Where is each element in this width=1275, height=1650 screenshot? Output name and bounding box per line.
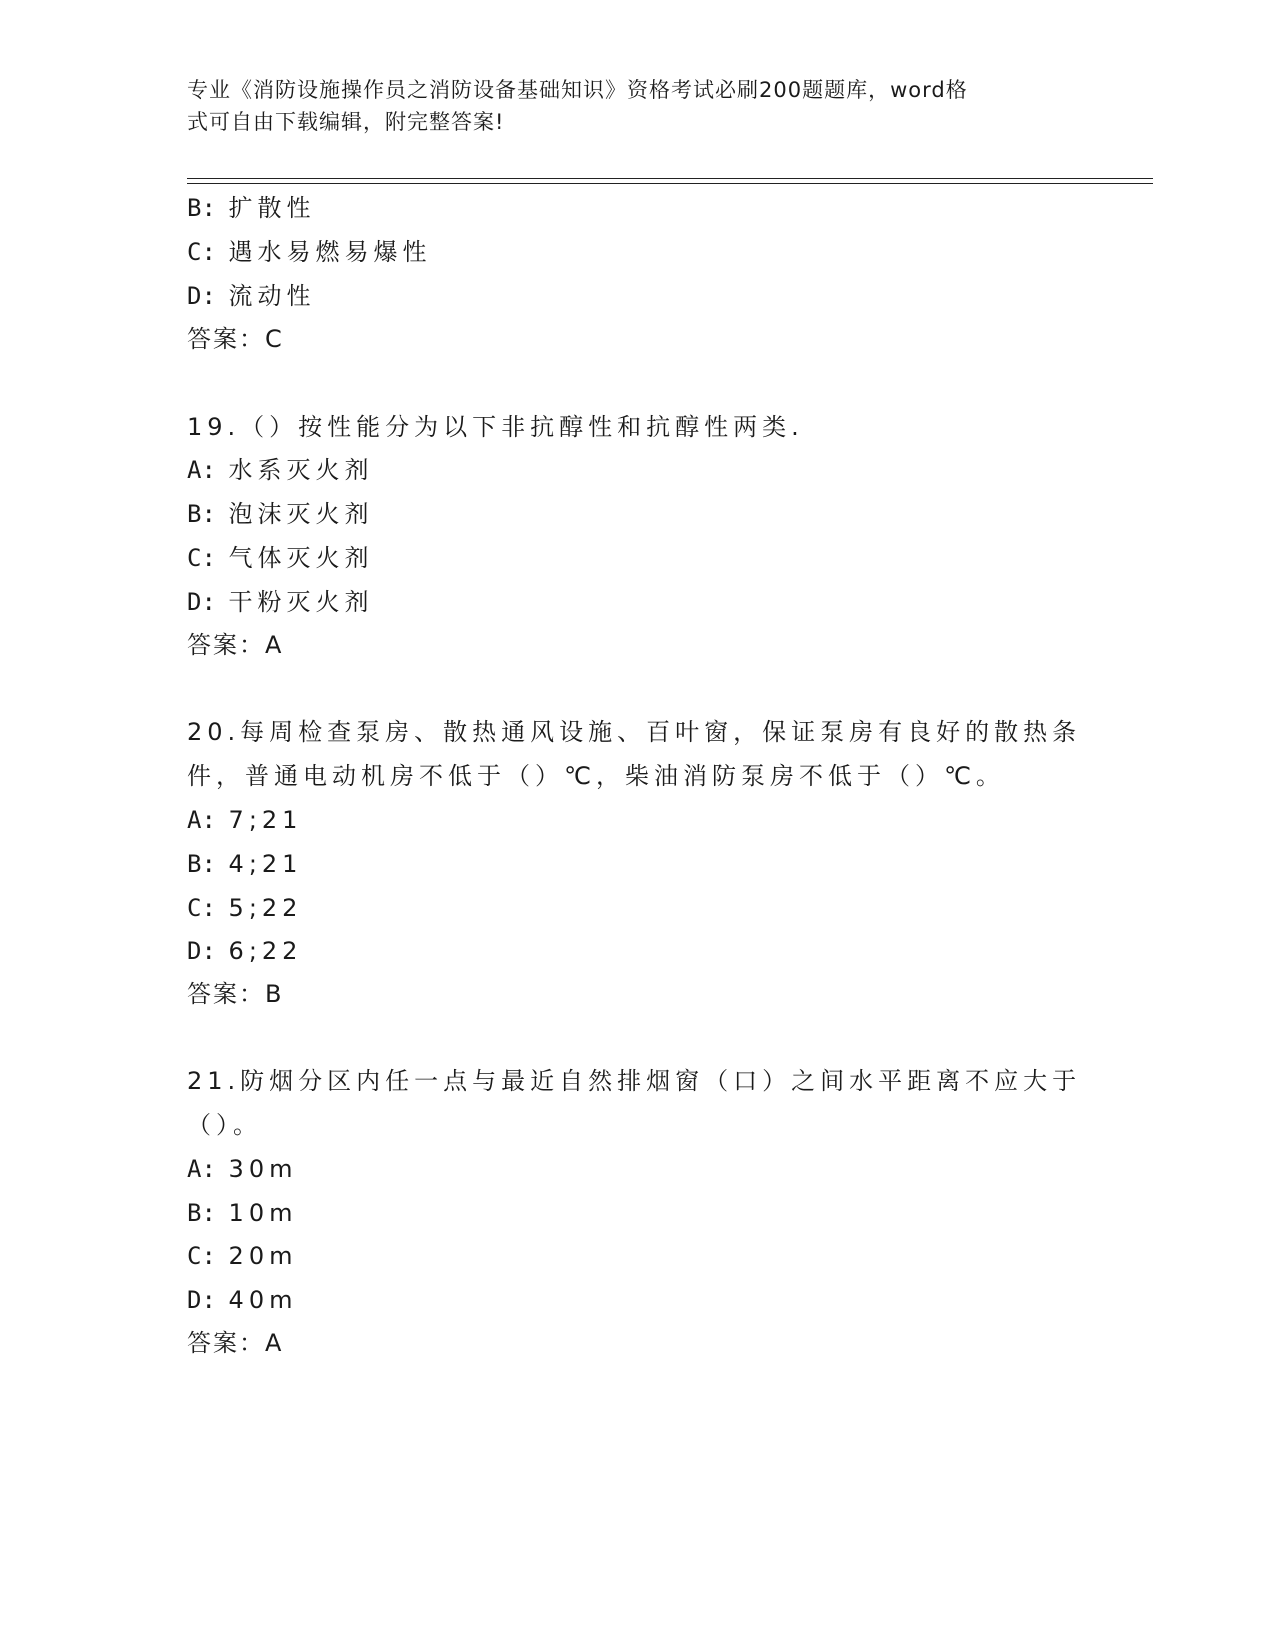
option-letter: C: [187,238,216,266]
q20-option-b [187,849,302,879]
q20-stem-line-1: 20.每周检查泵房、散热通风设施、百叶窗，保证泵房有良好的散热条 [187,718,1082,746]
prev-option-c [187,237,432,267]
option-text: 40m [228,1286,298,1314]
option-letter: C: [187,894,216,922]
q21-answer: 答案：A [187,1329,284,1357]
q21-option-d [187,1285,297,1315]
q19-option-b [187,499,374,529]
prev-answer: 答案：C [187,325,284,353]
q19-stem: 19.（）按性能分为以下非抗醇性和抗醇性两类. [187,413,804,441]
option-text: 30m [228,1155,298,1183]
q21-stem-line-2: （）。 [187,1111,262,1139]
option-text: 7;21 [228,806,303,834]
q21-option-b [187,1198,297,1228]
option-letter: C: [187,544,216,572]
option-text: 气体灭火剂 [228,544,374,572]
option-letter: D: [187,282,216,310]
q19-option-d [187,587,374,617]
q19-option-c [187,543,374,573]
option-letter: A: [187,806,216,834]
option-letter: D: [187,1286,216,1314]
option-text: 10m [228,1199,298,1227]
q21-option-a [187,1154,297,1184]
document-header [187,74,1067,138]
option-letter: A: [187,456,216,484]
option-text: 遇水易燃易爆性 [228,238,432,266]
option-letter: C: [187,1242,216,1270]
q20-stem-line-2: 件，普通电动机房不低于（）℃，柴油消防泵房不低于（）℃。 [187,762,1005,790]
option-text: 泡沫灭火剂 [228,500,374,528]
header-line-2: 式可自由下载编辑，附完整答案! [187,110,505,134]
q19-option-a [187,455,374,485]
option-text: 扩散性 [228,194,316,222]
header-divider-bottom [187,183,1153,184]
option-letter: B: [187,1199,216,1227]
option-letter: A: [187,1155,216,1183]
option-letter: B: [187,850,216,878]
q20-option-d [187,936,302,966]
option-letter: B: [187,194,216,222]
q20-answer: 答案：B [187,980,284,1008]
option-text: 干粉灭火剂 [228,588,374,616]
option-text: 流动性 [228,282,316,310]
option-letter: B: [187,500,216,528]
header-line-1: 专业《消防设施操作员之消防设备基础知识》资格考试必刷200题题库，word格 [187,78,968,102]
prev-option-b [187,193,316,223]
option-text: 4;21 [228,850,303,878]
option-text: 水系灭火剂 [228,456,374,484]
q21-option-c [187,1241,297,1271]
q20-option-c [187,893,302,923]
prev-option-d [187,281,316,311]
option-letter: D: [187,588,216,616]
option-text: 5;22 [228,894,303,922]
option-letter: D: [187,937,216,965]
q20-option-a [187,805,302,835]
header-divider-top [187,178,1153,179]
option-text: 6;22 [228,937,303,965]
option-text: 20m [228,1242,298,1270]
q21-stem-line-1: 21.防烟分区内任一点与最近自然排烟窗（口）之间水平距离不应大于 [187,1067,1082,1095]
q19-answer: 答案：A [187,631,284,659]
